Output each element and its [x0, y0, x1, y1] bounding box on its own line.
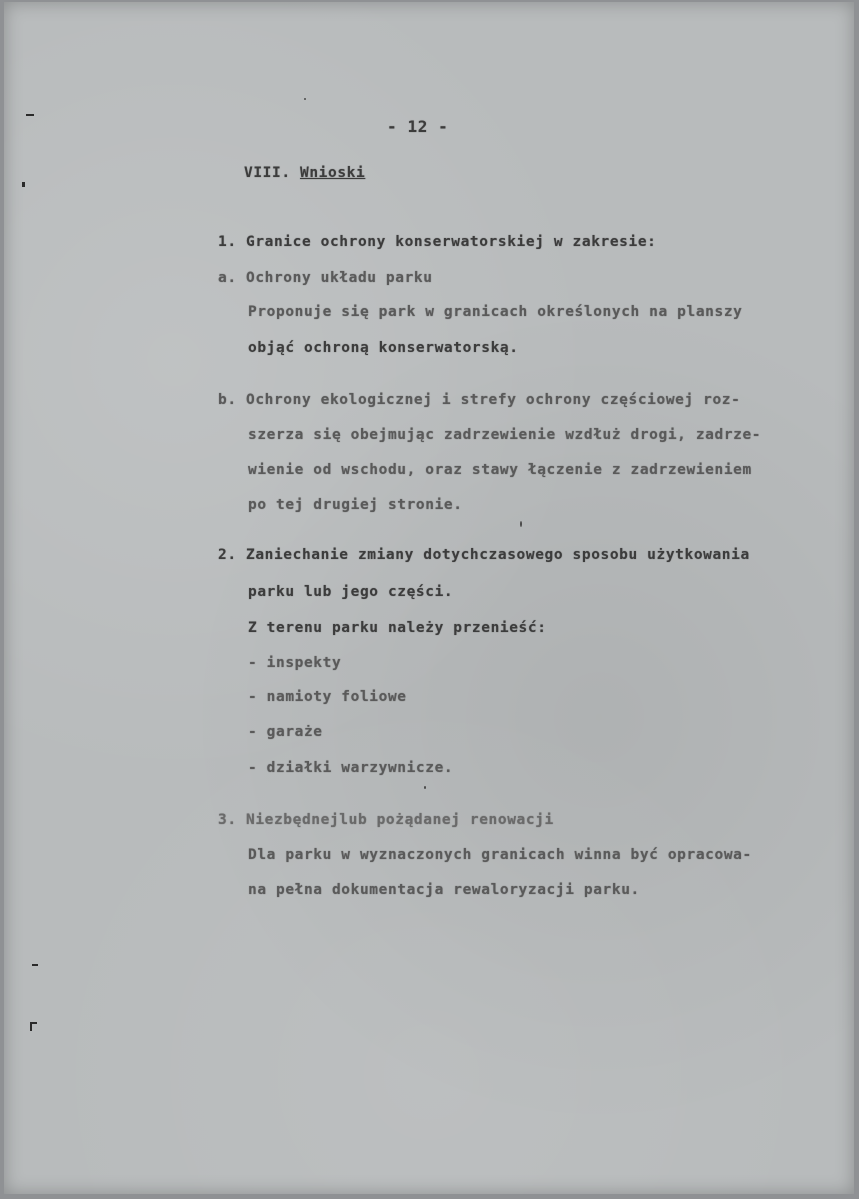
margin-mark [22, 182, 25, 187]
item-a-text-1: Proponuje się park w granicach określonych na planszy [248, 304, 743, 320]
paper-speck [304, 98, 306, 100]
item-a-heading: a. Ochrony układu parku [218, 270, 433, 286]
page-number: - 12 - [387, 117, 449, 136]
item-2-heading: 2. Zaniechanie zmiany dotychczasowego sposobu użytkowania [218, 547, 750, 563]
item-2-text-2: Z terenu parku należy przenieść: [248, 620, 547, 636]
section-title: Wnioski [300, 165, 366, 181]
item-1-heading: 1. Granice ochrony konserwatorskiej w zakresie: [218, 234, 657, 250]
item-3-text-1: Dla parku w wyznaczonych granicach winna być opracowa- [248, 847, 752, 863]
item-2-text-1: parku lub jego części. [248, 584, 454, 600]
margin-mark [26, 114, 34, 116]
margin-mark [32, 964, 38, 966]
list-item: - garaże [248, 724, 323, 740]
item-b-text-4: po tej drugiej stronie. [248, 497, 463, 513]
item-3-text-2: na pełna dokumentacja rewaloryzacji parku. [248, 882, 640, 898]
paper-speck [520, 521, 522, 527]
document-page [4, 2, 854, 1194]
list-item: - inspekty [248, 655, 342, 671]
item-b-text-2: szerza się obejmując zadrzewienie wzdłuż drogi, zadrze- [248, 427, 762, 443]
item-a-text-2: objąć ochroną konserwatorską. [248, 340, 519, 356]
section-heading [244, 165, 365, 181]
item-b-text-1: b. Ochrony ekologicznej i strefy ochrony częściowej roz- [218, 392, 741, 408]
paper-speck [424, 786, 426, 789]
section-number: VIII. [244, 165, 291, 181]
item-b-text-3: wienie od wschodu, oraz stawy łączenie z zadrzewieniem [248, 462, 752, 478]
list-item: - działki warzywnicze. [248, 760, 454, 776]
margin-mark [30, 1022, 32, 1031]
list-item: - namioty foliowe [248, 689, 407, 705]
item-3-heading: 3. Niezbędnejlub pożądanej renowacji [218, 812, 554, 828]
